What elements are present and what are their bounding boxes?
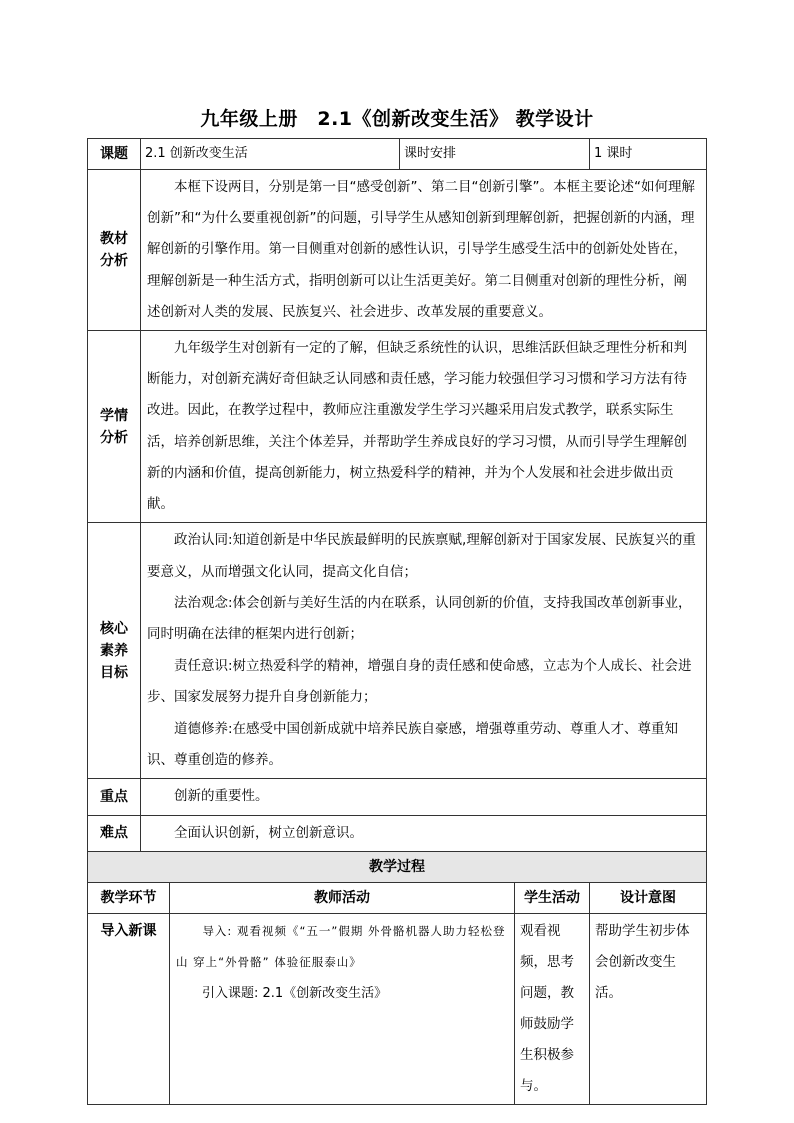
- column-header-intent: 设计意图: [590, 882, 707, 913]
- material-analysis-row: [88, 170, 707, 331]
- teacher-activity-cell: [170, 913, 515, 1104]
- lesson-plan-table: [87, 138, 707, 1105]
- page-title: 九年级上册 2.1《创新改变生活》 教学设计: [200, 108, 594, 130]
- difficult-point-row: [88, 815, 707, 851]
- hours-value: 1 课时: [590, 139, 707, 170]
- student-analysis-text-cell: [141, 331, 707, 523]
- core-goal-item: 道德修养:在感受中国创新成就中培养民族自豪感，增强尊重劳动、尊重人才、尊重知识、尊重创造的修养。: [147, 720, 679, 769]
- topic-row: [88, 139, 707, 170]
- hours-label: 课时安排: [400, 139, 590, 170]
- process-title: 教学过程: [88, 851, 707, 882]
- key-point-cell: [141, 779, 707, 815]
- student-analysis-text: 九年级学生对创新有一定的了解，但缺乏系统性的认识，思维活跃但缺乏理性分析和判断能力，对创新充满好奇但缺乏认同感和责任感，学习能力较强但学习习惯和学习方法有待改进。因此，在教学过程中，教师应注重激发学生学习兴趣采用启发式教学，联系实际生活，培养创新思维，关注个体差异，并帮助学生养成良好的学习习惯，从而引导学生理解创新的内涵和价值，提高创新能力，树立热爱科学的精神，并为个人发展和社会进步做出贡献。: [147, 340, 687, 513]
- column-header-teacher: 教师活动: [170, 882, 515, 913]
- topic-value: 2.1 创新改变生活: [141, 139, 400, 170]
- material-analysis-text-cell: [141, 170, 707, 331]
- student-analysis-row: [88, 331, 707, 523]
- student-analysis-label: 学情 分析: [88, 331, 141, 523]
- column-header-stage: 教学环节: [88, 882, 170, 913]
- core-goal-item: 政治认同:知道创新是中华民族最鲜明的民族禀赋,理解创新对于国家发展、民族复兴的重要意义，从而增强文化认同，提高文化自信；: [147, 532, 696, 580]
- key-point-text: 创新的重要性。: [174, 788, 269, 805]
- table-row: [88, 913, 707, 1104]
- material-analysis-label: 教材 分析: [88, 170, 141, 331]
- student-activity: 观看视频，思考问题，教师鼓励学生积极参与。: [515, 913, 590, 1104]
- column-header-student: 学生活动: [515, 882, 590, 913]
- topic-label: 课题: [88, 139, 141, 170]
- material-analysis-text: 本框下设两目，分别是第一目“感受创新”、第二目“创新引擎”。本框主要论述“如何理解创新”和“为什么要重视创新”的问题，引导学生从感知创新到理解创新，把握创新的内涵，理解创新的引擎作用。第一目侧重对创新的感性认识，引导学生感受生活中的创新处处皆在，理解创新是一种生活方式，指明创新可以让生活更美好。第二目侧重对创新的理性分析，阐述创新对人类的发展、民族复兴、社会进步、改革发展的重要意义。: [147, 179, 695, 320]
- core-goal-item: 责任意识:树立热爱科学的精神，增强自身的责任感和使命感，立志为个人成长、社会进步、国家发展努力提升自身创新能力；: [147, 657, 692, 706]
- core-goal-item: 法治观念:体会创新与美好生活的内在联系，认同创新的价值，支持我国改革创新事业，同时明确在法律的框架内进行创新；: [147, 595, 692, 643]
- key-point-row: [88, 779, 707, 815]
- teacher-activity-topic: 引入课题: 2.1《创新改变生活》: [202, 985, 388, 1001]
- process-title-row: [88, 851, 707, 882]
- process-columns-row: [88, 882, 707, 913]
- difficult-point-text: 全面认识创新，树立创新意识。: [174, 824, 363, 841]
- design-intent: 帮助学生初步体会创新改变生活。: [590, 913, 707, 1104]
- process-stage: 导入新课: [88, 913, 170, 1104]
- core-goals-row: [88, 523, 707, 779]
- teacher-activity-intro: 导入: 观看视频《“五一”假期 外骨骼机器人助力轻松登山 穿上“外骨骼” 体验征服泰山》: [176, 923, 506, 969]
- core-goals-text-cell: [141, 523, 707, 779]
- difficult-point-label: 难点: [88, 815, 141, 851]
- key-point-label: 重点: [88, 779, 141, 815]
- core-goals-label: 核心 素养 目标: [88, 523, 141, 779]
- difficult-point-cell: [141, 815, 707, 851]
